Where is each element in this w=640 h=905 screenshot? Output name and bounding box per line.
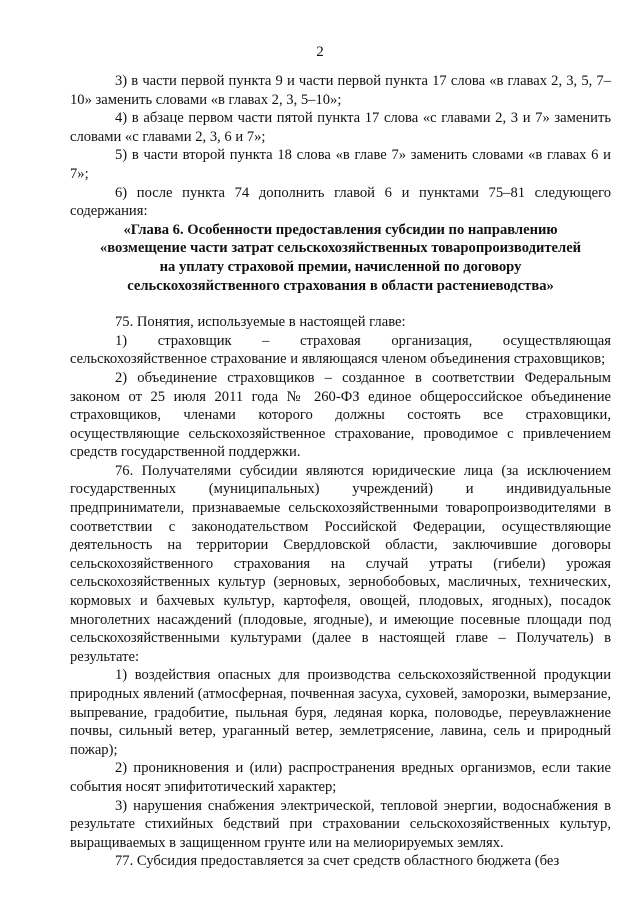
heading-line: на уплату страховой премии, начисленной по договору [159, 258, 522, 275]
paragraph-item-5: 5) в части второй пункта 18 слова «в главе 7» заменить словами «в главах 6 и 7»; [70, 147, 611, 182]
heading-line: сельскохозяйственного страхования в области растениеводства» [127, 277, 554, 294]
paragraph-77: 77. Субсидия предоставляется за счет средств областного бюджета (без [115, 853, 560, 870]
paragraph-76-1: 1) воздействия опасных для производства сельскохозяйственной продукции природных явлений (атмосферная, почвенная засуха, суховей, заморозки, вымерзание, выпревание, градобитие, пыльная буря, ледяная корка, половодье, переувлажнение почвы, сильный ветер, ураганный ветер, землетрясение, лавина, сель и природный пожар); [70, 667, 611, 758]
paragraph-75-2: 2) объединение страховщиков – созданное в соответствии Федеральным законом от 25 июля 2011 года № 260-ФЗ единое общероссийское объединение страховщиков, членами которого должны состоять все страховщики, осуществляющие сельскохозяйственное страхование, проводимое с привлечением средств государственной поддержки. [70, 369, 611, 461]
heading-line: «Глава 6. Особенности предоставления субсидии по направлению [123, 221, 558, 238]
chapter-heading [70, 221, 611, 295]
paragraph-75: 75. Понятия, используемые в настоящей главе: [115, 314, 406, 331]
paragraph-76-2: 2) проникновения и (или) распространения вредных организмов, если такие события носят эпифитотический характер; [70, 760, 611, 795]
heading-line: «возмещение части затрат сельскохозяйственных товаропроизводителей [99, 240, 582, 257]
paragraph-item-3: 3) в части первой пункта 9 и части первой пункта 17 слова «в главах 2, 3, 5, 7–10» заменить словами «в главах 2, 3, 5–10»; [70, 73, 611, 108]
page-number: 2 [316, 44, 324, 60]
paragraph-76-3: 3) нарушения снабжения электрической, тепловой энергии, водоснабжения в результате стихийных бедствий при страховании сельскохозяйственных культур, выращиваемых в защищенном грунте или на мелиорируемых землях. [70, 797, 611, 851]
paragraph-item-4: 4) в абзаце первом части пятой пункта 17 слова «с главами 2, 3 и 7» заменить словами «с главами 2, 3, 6 и 7»; [70, 110, 611, 145]
paragraph-76: 76. Получателями субсидии являются юридические лица (за исключением государственных (муниципальных) учреждений) и индивидуальные предприниматели, признаваемые сельскохозяйственными товаропроизводителями в соответствии с законодательством Российской Федерации, осуществляющие деятельность на территории Свердловской области, заключившие договоры сельскохозяйственного страхования на случай утраты (гибели) урожая сельскохозяйственных культур (зерновых, зернобобовых, масличных, технических, кормовых и бахчевых культур, картофеля, овощей, плодовых, ягодных), посадок многолетних насаждений (плодовые, ягодные), и имеющие посевные площади под сельскохозяйственными культурами (далее в настоящей главе – Получатель) в результате: [70, 462, 611, 665]
paragraph-item-6: 6) после пункта 74 дополнить главой 6 и пунктами 75–81 следующего содержания: [70, 184, 611, 220]
document-body [70, 72, 611, 871]
paragraph-75-1: 1) страховщик – страховая организация, осуществляющая сельскохозяйственное страхование и являющаяся членом объединения страховщиков; [70, 332, 611, 368]
